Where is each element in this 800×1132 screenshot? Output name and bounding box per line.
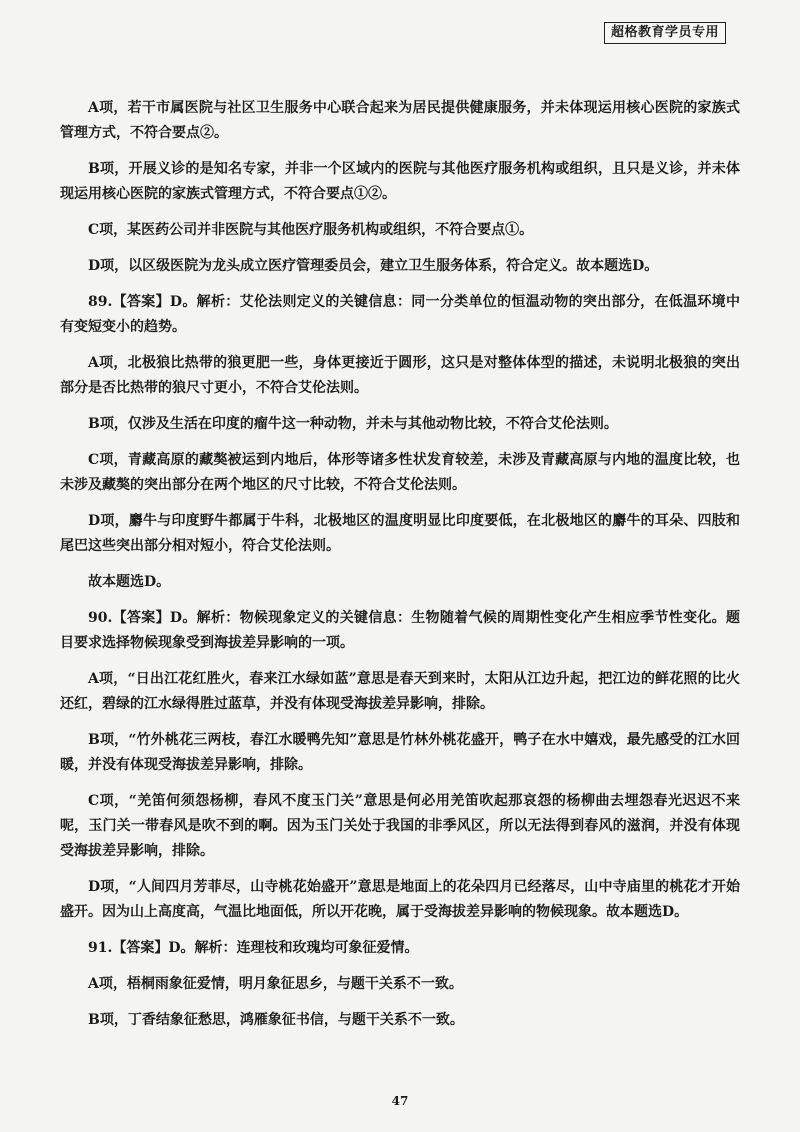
page-number: 47	[391, 1094, 409, 1108]
document-body	[60, 96, 740, 1044]
paragraph: A项，若干市属医院与社区卫生服务中心联合起来为居民提供健康服务，并未体现运用核心医院的家族式管理方式，不符合要点②。	[60, 100, 740, 141]
paragraph: D项，“人间四月芳菲尽，山寺桃花始盛开”意思是地面上的花朵四月已经落尽，山中寺庙里的桃花才开始盛开。因为山上高度高，气温比地面低，所以开花晚，属于受海拔差异影响的物候现象。故本题选D。	[60, 879, 740, 920]
paragraph: C项，青藏高原的藏獒被运到内地后，体形等诸多性状发育较差，未涉及青藏高原与内地的温度比较，也未涉及藏獒的突出部分在两个地区的尺寸比较，不符合艾伦法则。	[60, 452, 740, 493]
paragraph: A项，“日出江花红胜火，春来江水绿如蓝”意思是春天到来时，太阳从江边升起，把江边的鲜花照的比火还红，碧绿的江水绿得胜过蓝草，并没有体现受海拔差异影响，排除。	[60, 671, 740, 712]
paragraph: 故本题选D。	[88, 574, 171, 590]
paragraph-question-90: 90.【答案】D。解析：物候现象定义的关键信息：生物随着气候的周期性变化产生相应季节性变化。题目要求选择物候现象受到海拔差异影响的一项。	[60, 610, 740, 651]
paragraph: A项，梧桐雨象征爱情，明月象征思乡，与题干关系不一致。	[88, 976, 463, 992]
header-badge: 超格教育学员专用	[604, 22, 726, 44]
paragraph: A项，北极狼比热带的狼更肥一些，身体更接近于圆形，这只是对整体体型的描述，未说明北极狼的突出部分是否比热带的狼尺寸更小，不符合艾伦法则。	[60, 355, 740, 396]
paragraph: D项，麝牛与印度野牛都属于牛科，北极地区的温度明显比印度要低，在北极地区的麝牛的耳朵、四肢和尾巴这些突出部分相对短小，符合艾伦法则。	[60, 513, 740, 554]
paragraph: B项，丁香结象征愁思，鸿雁象征书信，与题干关系不一致。	[88, 1012, 464, 1028]
paragraph: C项，“羌笛何须怨杨柳，春风不度玉门关”意思是何必用羌笛吹起那哀怨的杨柳曲去埋怨春光迟迟不来呢，玉门关一带春风是吹不到的啊。因为玉门关处于我国的非季风区，所以无法得到春风的滋润，并没有体现受海拔差异影响，排除。	[60, 793, 740, 859]
paragraph: B项，“竹外桃花三两枝，春江水暖鸭先知”意思是竹林外桃花盛开，鸭子在水中嬉戏，最先感受的江水回暖，并没有体现受海拔差异影响，排除。	[60, 732, 740, 773]
paragraph-question-89: 89.【答案】D。解析：艾伦法则定义的关键信息：同一分类单位的恒温动物的突出部分，在低温环境中有变短变小的趋势。	[60, 294, 740, 335]
paragraph: B项，仅涉及生活在印度的瘤牛这一种动物，并未与其他动物比较，不符合艾伦法则。	[88, 416, 618, 432]
paragraph-question-91: 91.【答案】D。解析：连理枝和玫瑰均可象征爱情。	[88, 940, 419, 956]
paragraph: B项，开展义诊的是知名专家，并非一个区域内的医院与其他医疗服务机构或组织，且只是义诊，并未体现运用核心医院的家族式管理方式，不符合要点①②。	[60, 161, 740, 202]
paragraph: D项，以区级医院为龙头成立医疗管理委员会，建立卫生服务体系，符合定义。故本题选D。	[88, 258, 659, 274]
paragraph: C项，某医药公司并非医院与其他医疗服务机构或组织，不符合要点①。	[88, 222, 534, 238]
